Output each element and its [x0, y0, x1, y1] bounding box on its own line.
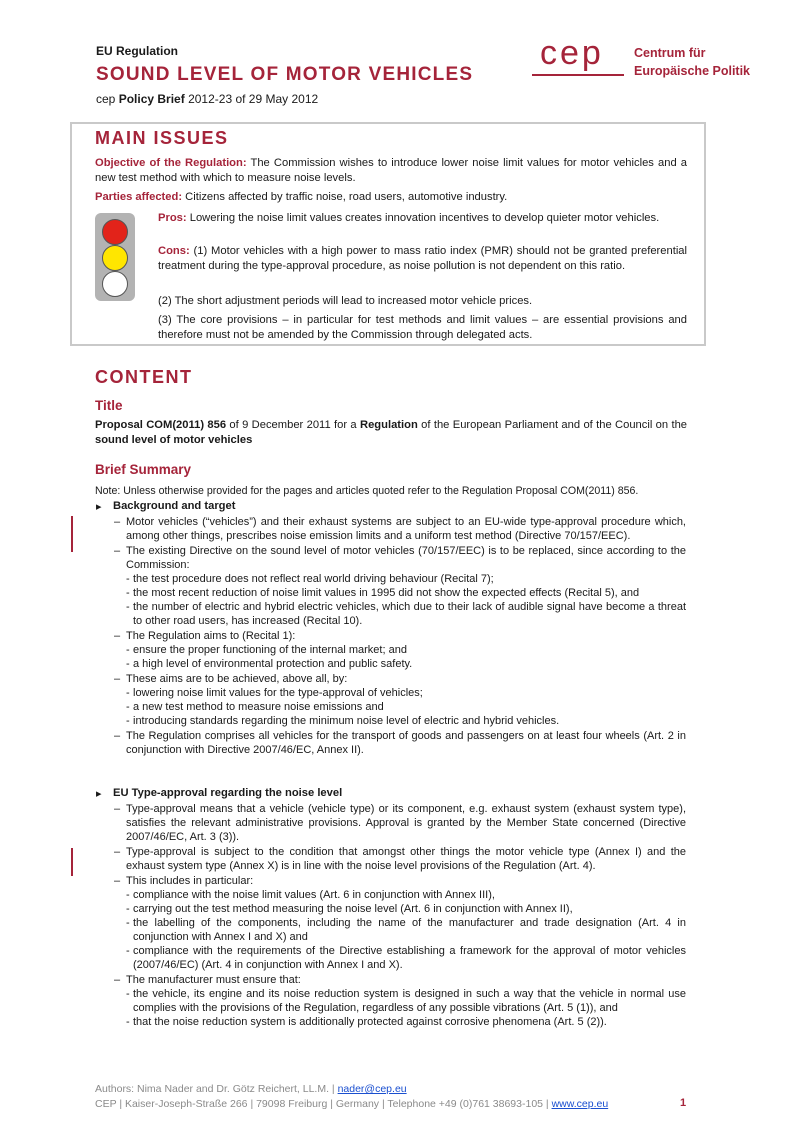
website-link[interactable]: www.cep.eu [551, 1098, 609, 1110]
traffic-light-red [102, 219, 128, 245]
traffic-light-yellow [102, 245, 128, 271]
proposal-text-2: of the European Parliament and of the Council on the [417, 419, 688, 431]
author-email-link[interactable]: nader@cep.eu [337, 1083, 407, 1095]
list-item [126, 629, 686, 671]
cons-paragraph [158, 244, 687, 273]
sub-list-item: - that the noise reduction system is additionally protected against corrosive phenomena (Art. 5 (2)). [126, 1015, 686, 1029]
sub-list-item: - the labelling of the components, including the name of the manufacturer and trade designation (Art. 4 in conjunction with Annex I and X) and [126, 916, 686, 944]
policy-brief-line [96, 92, 318, 106]
list-item-text: This includes in particular: [126, 875, 254, 887]
cons-label: Cons: [158, 245, 190, 257]
content-heading: CONTENT [95, 367, 193, 387]
page-number: 1 [680, 1097, 687, 1109]
sub-list-item: - compliance with the noise limit values (Art. 6 in conjunction with Annex III), [126, 888, 686, 902]
footer-authors-text: Authors: Nima Nader and Dr. Götz Reichert, LL.M. | [95, 1083, 338, 1095]
change-marker [71, 848, 73, 876]
list-item-text: The existing Directive on the sound level of motor vehicles (70/157/EEC) is to be replaced, since according to the Commission: [126, 545, 686, 571]
section-heading-background: ▸ Background and target [113, 500, 235, 512]
list-item-text: Motor vehicles (“vehicles”) and their exhaust systems are subject to an EU-wide type-approval procedure which, among other things, prescribes noise emission limits and a uniform test method (Directive 70/157/EEC). [126, 516, 686, 542]
logo-name-line2: Europäische Politik [634, 64, 751, 78]
document-title: SOUND LEVEL OF MOTOR VEHICLES [96, 64, 474, 85]
list-item [126, 544, 686, 628]
sub-list-item: - lowering noise limit values for the type-approval of vehicles; [126, 686, 686, 700]
parties-paragraph [95, 190, 687, 205]
type-approval-list [126, 802, 686, 1030]
list-item [126, 973, 686, 1029]
proposal-title [95, 418, 687, 448]
sub-list [126, 572, 686, 628]
list-item [126, 802, 686, 844]
list-item [126, 515, 686, 543]
section-heading-type-approval: ▸ EU Type-approval regarding the noise level [113, 787, 342, 799]
pros-text: Lowering the noise limit values creates innovation incentives to develop quieter motor vehicles. [189, 212, 660, 224]
sub-list-item: - the test procedure does not reflect real world driving behaviour (Recital 7); [126, 572, 686, 586]
objective-text: The Commission wishes to introduce lower noise limit values for motor vehicles and a new test method with which to measure noise levels. [95, 157, 688, 184]
list-item-text: The Regulation comprises all vehicles for the transport of goods and passengers on at least four wheels (Art. 2 in conjunction with Directive 2007/46/EC, Annex II). [126, 730, 686, 756]
brief-label: Policy Brief [118, 92, 185, 106]
cons-text-3: (3) The core provisions – in particular for test methods and limit values – are essential provisions and therefore must not be amended by the Commission through delegated acts. [158, 314, 687, 341]
logo-name-line1: Centrum für [634, 46, 706, 60]
sub-list [126, 888, 686, 972]
cons-text-1: (1) Motor vehicles with a high power to mass ratio index (PMR) should not be granted preferential treatment during the type-approval procedure, as noise pollution is not dependent on this ratio. [158, 245, 688, 272]
sub-list [126, 987, 686, 1029]
list-item [126, 845, 686, 873]
footer [95, 1082, 608, 1112]
sub-list-item: - ensure the proper functioning of the internal market; and [126, 643, 686, 657]
objective-paragraph [95, 156, 687, 185]
sub-list-item: - introducing standards regarding the minimum noise level of electric and hybrid vehicles. [126, 714, 686, 728]
cons-text-2: (2) The short adjustment periods will lead to increased motor vehicle prices. [158, 295, 533, 307]
sub-list-item: - carrying out the test method measuring the noise level (Art. 6 in conjunction with Annex II), [126, 902, 686, 916]
sub-list-item: - compliance with the requirements of the Directive establishing a framework for the approval of motor vehicles (2007/46/EC) (Art. 4 in conjunction with Annex I and X). [126, 944, 686, 972]
parties-text: Citizens affected by traffic noise, road users, automotive industry. [185, 191, 508, 203]
title-heading: Title [95, 398, 123, 413]
logo-organization-name [634, 44, 750, 80]
sub-list [126, 643, 686, 671]
traffic-light-icon [95, 213, 135, 301]
summary-note: Note: Unless otherwise provided for the pages and articles quoted refer to the Regulation Proposal COM(2011) 856. [95, 485, 639, 497]
pros-paragraph [158, 211, 687, 226]
background-list [126, 515, 686, 758]
objective-label: Objective of the Regulation: [95, 157, 247, 169]
brief-date: 2012-23 of 29 May 2012 [188, 92, 319, 106]
pros-label: Pros: [158, 212, 187, 224]
sub-list-item: - the most recent reduction of noise limit values in 1995 did not show the expected effects (Recital 5), and [126, 586, 686, 600]
change-marker [71, 516, 73, 552]
parties-label: Parties affected: [95, 191, 183, 203]
footer-address [95, 1097, 608, 1112]
proposal-subject: sound level of motor vehicles [95, 434, 253, 446]
brief-prefix: cep [96, 92, 116, 106]
cep-logo: cep [540, 34, 604, 72]
proposal-text-1: of 9 December 2011 for a [226, 419, 360, 431]
list-item-text: The manufacturer must ensure that: [126, 974, 301, 986]
list-item-text: These aims are to be achieved, above all, by: [126, 673, 348, 685]
brief-summary-heading: Brief Summary [95, 462, 192, 477]
sub-list-item: - a new test method to measure noise emissions and [126, 700, 686, 714]
sub-list-item: - a high level of environmental protection and public safety. [126, 657, 686, 671]
traffic-light-white [102, 271, 128, 297]
sub-list-item: - the vehicle, its engine and its noise reduction system is designed in such a way that the vehicle in normal use complies with the provisions of the Regulation, regardless of any possible vibrations (Art. 5 (1)), and [126, 987, 686, 1015]
document-category: EU Regulation [96, 44, 179, 58]
sub-list-item: - the number of electric and hybrid electric vehicles, which due to their lack of audible signal have become a threat to other road users, has increased (Recital 10). [126, 600, 686, 628]
proposal-regulation: Regulation [360, 419, 418, 431]
list-item [126, 729, 686, 757]
list-item-text: The Regulation aims to (Recital 1): [126, 630, 296, 642]
footer-address-text: CEP | Kaiser-Joseph-Straße 266 | 79098 Freiburg | Germany | Telephone +49 (0)761 38693-105 | [95, 1098, 552, 1110]
main-issues-heading: MAIN ISSUES [95, 128, 229, 148]
list-item-text: Type-approval means that a vehicle (vehicle type) or its component, e.g. exhaust system (exhaust system type), satisfies the relevant administrative provisions. Approval is granted by the Member State concerned (Directive 2007/46/EC, Art. 3 (3)). [126, 803, 686, 843]
logo-underline [532, 74, 624, 76]
list-item [126, 672, 686, 728]
proposal-ref: Proposal COM(2011) 856 [95, 419, 227, 431]
list-item [126, 874, 686, 972]
footer-authors [95, 1082, 608, 1097]
list-item-text: Type-approval is subject to the condition that amongst other things the motor vehicle type (Annex I) and the exhaust system type (Annex X) is in line with the noise level provisions of the Regulation (Art. 4). [126, 846, 686, 872]
sub-list [126, 686, 686, 728]
